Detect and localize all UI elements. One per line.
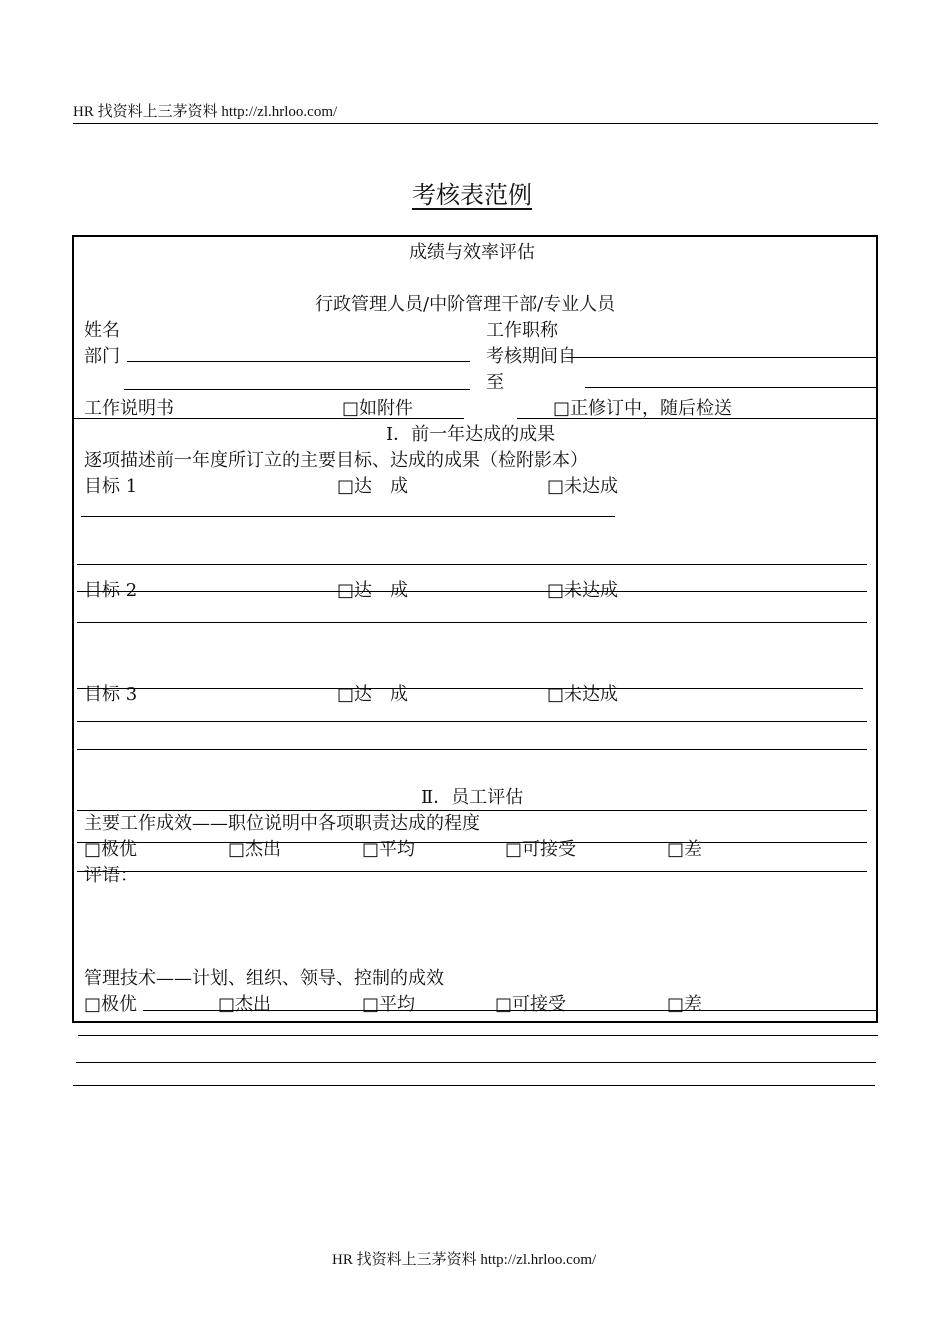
rating2-outstanding-checkbox[interactable]: □杰出 <box>218 994 272 1015</box>
job-desc-rule-right <box>517 418 877 419</box>
rating1-excellent-checkbox[interactable]: □极优 <box>84 839 138 860</box>
goal2-achieved-checkbox[interactable]: □达 成 <box>337 580 409 601</box>
revising-checkbox[interactable]: □正修订中，随后检送 <box>553 398 733 419</box>
goal1-achieved-checkbox[interactable]: □达 成 <box>337 476 409 497</box>
rating2-excellent-checkbox[interactable]: □极优 <box>84 994 138 1015</box>
goal1-line-1[interactable] <box>81 516 615 517</box>
mgmt-label: 管理技术——计划、组织、领导、控制的成效 <box>84 968 444 989</box>
goal3-line-1[interactable] <box>77 688 863 689</box>
name-label: 姓名 <box>84 320 120 341</box>
period-from-label: 考核期间自 <box>486 346 576 367</box>
rating2-acceptable-checkbox[interactable]: □可接受 <box>495 994 567 1015</box>
page-header: HR 找资料上三茅资料 http://zl.hrloo.com/ <box>73 104 338 120</box>
job-title-label: 工作职称 <box>486 320 558 341</box>
dept-field-line-2[interactable] <box>124 389 470 390</box>
section1-instruction: 逐项描述前一年度所订立的主要目标、达成的成果（检附影本） <box>84 450 588 471</box>
form-right-border <box>876 235 878 1023</box>
form-top-border <box>73 235 878 237</box>
comment-line-1[interactable] <box>78 1035 878 1036</box>
goal1-line-2[interactable] <box>77 564 867 565</box>
job-desc-label: 工作说明书 <box>84 398 174 419</box>
goal3-label: 目标 3 <box>84 684 138 705</box>
attached-checkbox[interactable]: □如附件 <box>342 398 414 419</box>
section1-title: Ⅰ．前一年达成的成果 <box>386 424 556 445</box>
goal3-line-3[interactable] <box>77 749 867 750</box>
comment-line-2[interactable] <box>76 1062 876 1063</box>
rating1-outstanding-checkbox[interactable]: □杰出 <box>228 839 282 860</box>
rating1-acceptable-checkbox[interactable]: □可接受 <box>505 839 577 860</box>
form-left-border <box>72 235 74 1023</box>
goal2-label: 目标 2 <box>84 580 138 601</box>
section2-rule <box>77 810 867 811</box>
rating2-average-checkbox[interactable]: □平均 <box>362 994 416 1015</box>
ratings1-rule <box>77 871 867 872</box>
form-subheading: 行政管理人员/中阶管理干部/专业人员 <box>315 294 616 315</box>
job-desc-rule-left <box>73 418 464 419</box>
perf-label: 主要工作成效——职位说明中各项职责达成的程度 <box>84 813 480 834</box>
perf-rule <box>77 842 867 843</box>
goal3-line-2[interactable] <box>77 721 867 722</box>
dept-label: 部门 <box>84 346 120 367</box>
header-rule <box>73 123 878 124</box>
goal1-not-achieved-checkbox[interactable]: □未达成 <box>547 476 619 497</box>
period-to-line[interactable] <box>585 387 876 388</box>
comment-label: 评语： <box>84 865 138 886</box>
rating1-poor-checkbox[interactable]: □差 <box>667 839 703 860</box>
section2-title: Ⅱ．员工评估 <box>421 787 524 808</box>
goal1-label: 目标 1 <box>84 476 138 497</box>
dept-field-line[interactable] <box>127 361 470 362</box>
goal3-not-achieved-checkbox[interactable]: □未达成 <box>547 684 619 705</box>
ratings2-rule <box>143 1010 877 1011</box>
goal3-achieved-checkbox[interactable]: □达 成 <box>337 684 409 705</box>
form-heading: 成绩与效率评估 <box>409 242 535 263</box>
period-to-label: 至 <box>486 372 504 393</box>
comment-line-3[interactable] <box>73 1085 875 1086</box>
goal2-not-achieved-checkbox[interactable]: □未达成 <box>547 580 619 601</box>
goal2-line-1[interactable] <box>77 591 867 592</box>
form-bottom-border <box>73 1021 878 1023</box>
goal2-line-2[interactable] <box>77 622 867 623</box>
rating2-poor-checkbox[interactable]: □差 <box>667 994 703 1015</box>
rating1-average-checkbox[interactable]: □平均 <box>362 839 416 860</box>
page-footer: HR 找资料上三茅资料 http://zl.hrloo.com/ <box>332 1252 597 1268</box>
period-from-line[interactable] <box>566 357 876 358</box>
page-title: 考核表范例 <box>412 181 532 209</box>
